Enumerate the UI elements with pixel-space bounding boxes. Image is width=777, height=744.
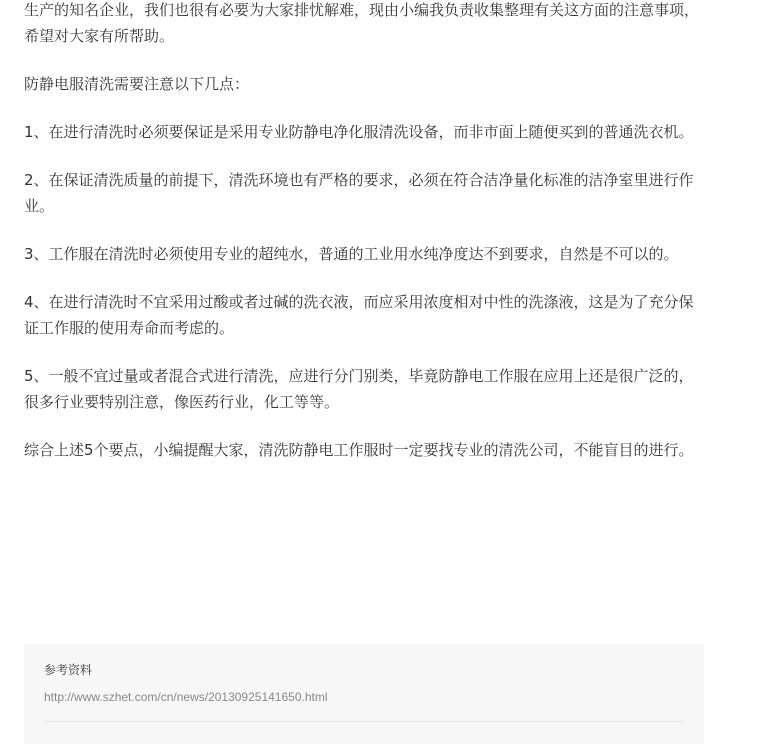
section-heading: 防静电服清洗需要注意以下几点： — [24, 75, 250, 93]
point-paragraph-1: 1、在进行清洗时必须要保证是采用专业防静电净化服清洗设备，而非市面上随便买到的普通洗衣机。 — [24, 123, 694, 141]
references-title: 参考资料 — [44, 663, 93, 677]
point-paragraph-3: 3、工作服在清洗时必须使用专业的超纯水，普通的工业用水纯净度达不到要求，自然是不可以的。 — [24, 245, 679, 263]
references-box — [24, 644, 704, 744]
intro-paragraph: 生产的知名企业，我们也很有必要为大家排忧解难，现由小编我负责收集整理有关这方面的注意事项，希望对大家有所帮助。 — [24, 1, 700, 45]
article-body — [24, 0, 704, 485]
point-paragraph-5: 5、一般不宜过量或者混合式进行清洗，应进行分门别类，毕竟防静电工作服在应用上还是很广泛的，很多行业要特别注意，像医药行业，化工等等。 — [24, 367, 694, 411]
point-paragraph-2: 2、在保证清洗质量的前提下，清洗环境也有严格的要求，必须在符合洁净量化标准的洁净室里进行作业。 — [24, 171, 694, 215]
reference-link[interactable]: http://www.szhet.com/cn/news/20130925141650.html — [44, 690, 328, 704]
point-paragraph-4: 4、在进行清洗时不宜采用过酸或者过碱的洗衣液，而应采用浓度相对中性的洗涤液，这是为了充分保证工作服的使用寿命而考虑的。 — [24, 293, 694, 337]
references-divider — [44, 721, 684, 722]
summary-paragraph: 综合上述5个要点，小编提醒大家，清洗防静电工作服时一定要找专业的清洗公司，不能盲目的进行。 — [24, 441, 694, 459]
